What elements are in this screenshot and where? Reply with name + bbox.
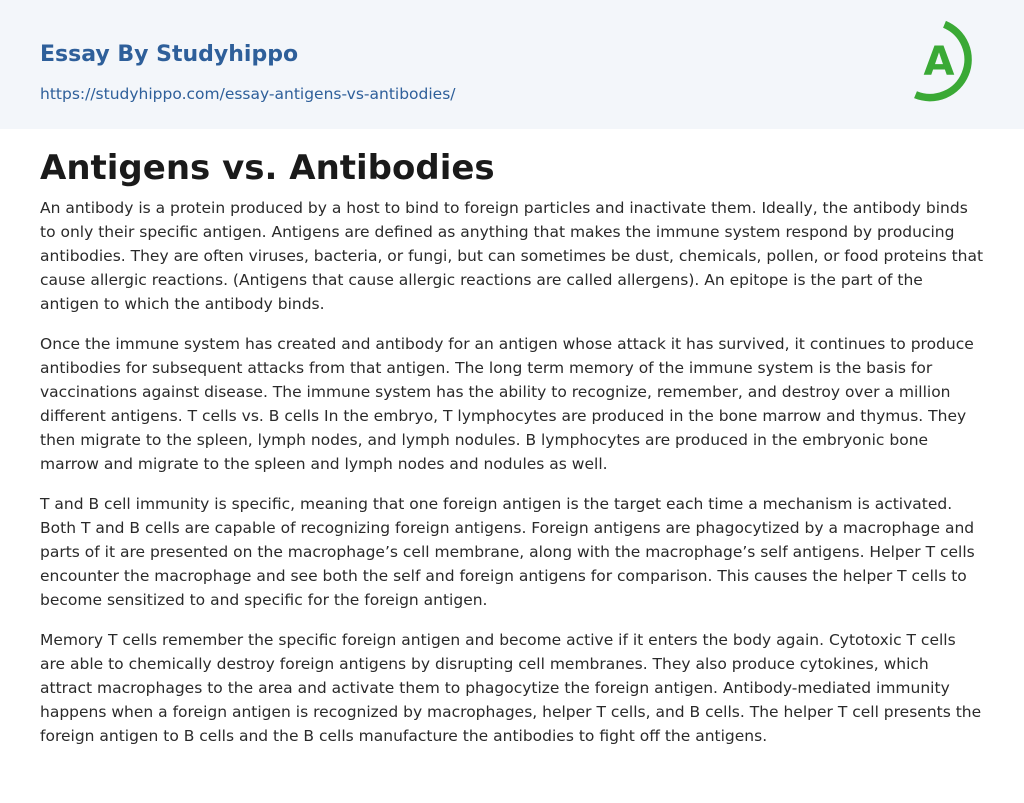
essay-paragraph-1: An antibody is a protein produced by a host to bind to foreign particles and inactivate them. Ideally, the antibody binds to only their specific antigen. Antigens are defined as anything that makes the immune system respond by producing antibodies. They are often viruses, bacteria, or fungi, but can sometimes be dust, chemicals, pollen, or food proteins that cause allergic reactions. (Antigens that cause allergic reactions are called allergens). An epitope is the part of the antigen to which the antibody binds. xyxy=(40,199,984,313)
logo-letter: A xyxy=(923,39,955,85)
essay-url-link[interactable]: https://studyhippo.com/essay-antigens-vs-antibodies/ xyxy=(40,85,456,103)
essay-paragraph-3: T and B cell immunity is specific, meaning that one foreign antigen is the target each time a mechanism is activated. Both T and B cells are capable of recognizing foreign antigens. Foreign antigens are phagocytized by a macrophage and parts of it are presented on the macrophage’s cell membrane, along with the macrophage’s self antigens. Helper T cells encounter the macrophage and see both the self and foreign antigens for comparison. This causes the helper T cells to become sensitized to and specific for the foreign antigen. xyxy=(40,495,975,609)
page-header xyxy=(0,0,1024,129)
essay-title: Antigens vs. Antibodies xyxy=(40,148,495,188)
essay-paragraph-2: Once the immune system has created and antibody for an antigen whose attack it has survived, it continues to produce antibodies for subsequent attacks from that antigen. The long term memory of the immune system is the basis for vaccinations against disease. The immune system has the ability to recognize, remember, and destroy over a million different antigens. T cells vs. B cells In the embryo, T lymphocytes are produced in the bone marrow and thymus. They then migrate to the spleen, lymph nodes, and lymph nodules. B lymphocytes are produced in the embryonic bone marrow and migrate to the spleen and lymph nodes and nodules as well. xyxy=(40,335,974,473)
site-title: Essay By Studyhippo xyxy=(40,42,299,67)
studyhippo-logo-icon[interactable] xyxy=(912,19,986,105)
essay-paragraph-4: Memory T cells remember the specific foreign antigen and become active if it enters the body again. Cytotoxic T cells are able to chemically destroy foreign antigens by disrupting cell membranes. They also produce cytokines, which attract macrophages to the area and activate them to phagocytize the foreign antigen. Antibody-mediated immunity happens when a foreign antigen is recognized by macrophages, helper T cells, and B cells. The helper T cell presents the foreign antigen to B cells and the B cells manufacture the antibodies to fight off the antigens. xyxy=(40,631,982,745)
essay-content xyxy=(0,129,1024,748)
